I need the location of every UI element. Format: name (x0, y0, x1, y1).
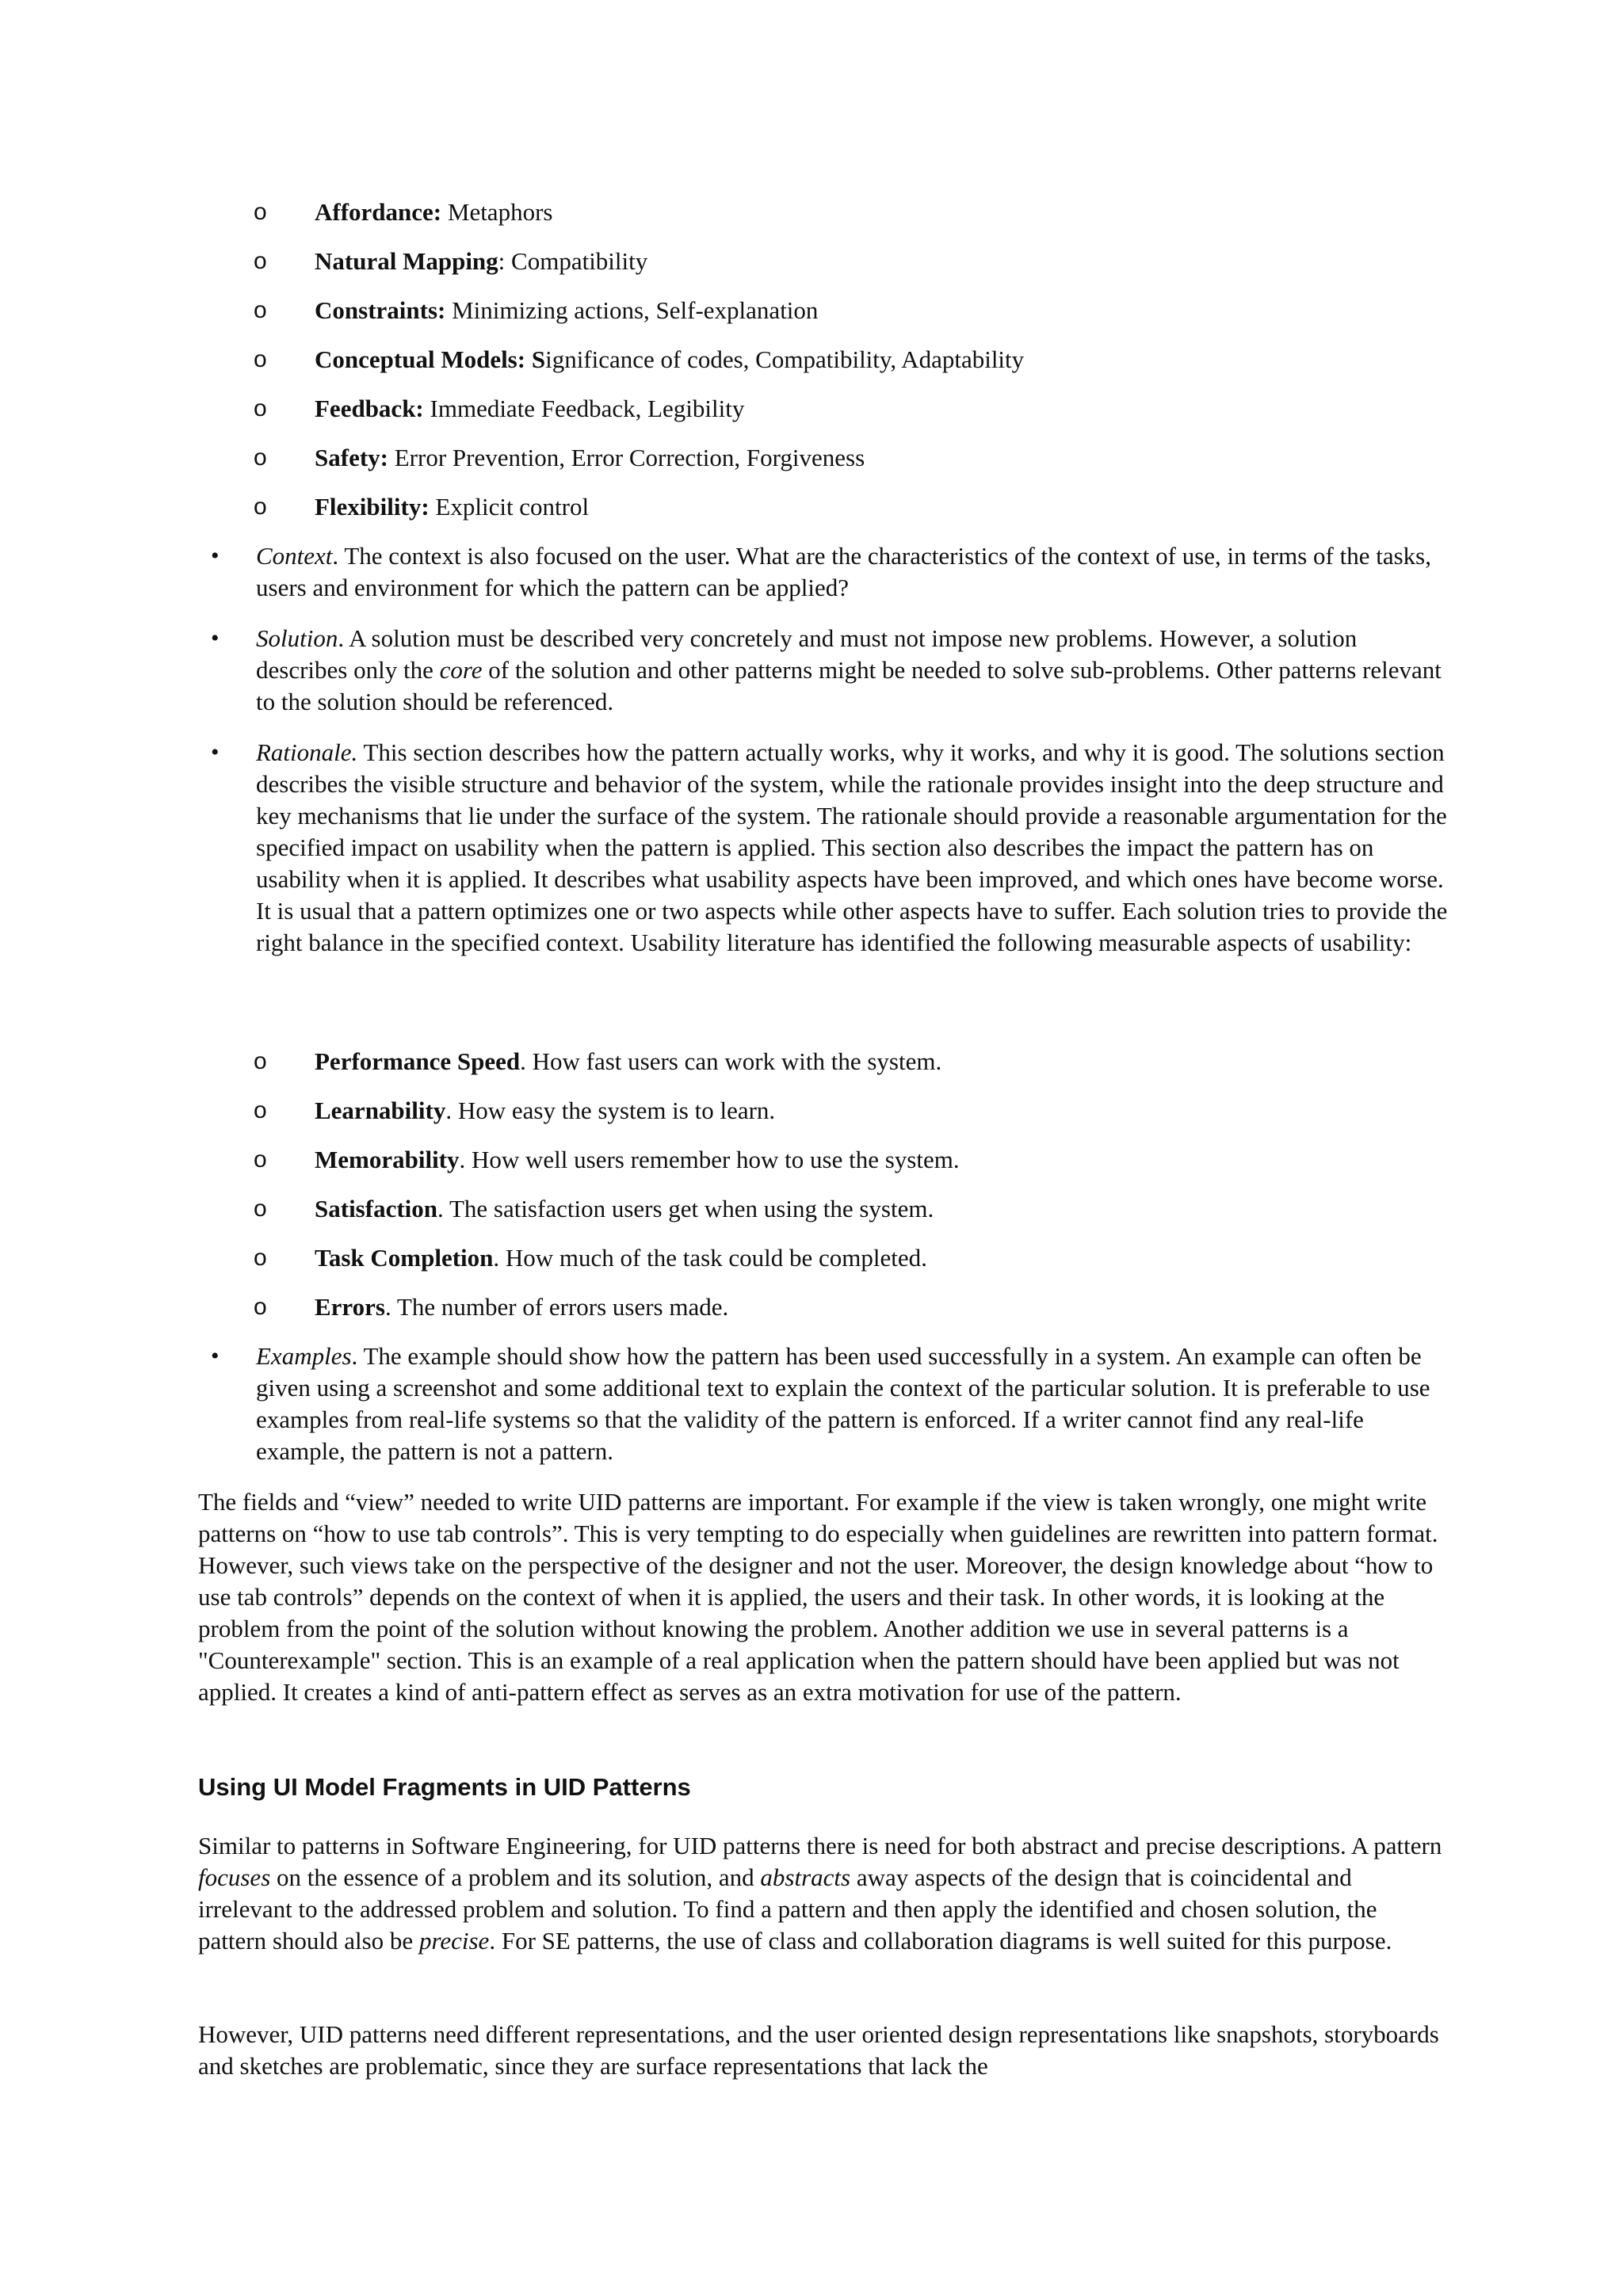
list-item-task-completion (198, 1242, 1450, 1274)
sub-bullet-marker: o (254, 395, 267, 421)
sub-bullet-marker: o (254, 1097, 267, 1123)
definition: ignificance of codes, Compatibility, Adaptability (545, 345, 1025, 373)
definition: Error Prevention, Error Correction, Forgiveness (388, 444, 865, 471)
list-item-conceptual-models (198, 344, 1450, 376)
bullet-solution (198, 623, 1450, 718)
paragraph-text: Similar to patterns in Software Engineering, for UID patterns there is need for both abstract and precise descriptions. A pattern (198, 1832, 1442, 1859)
definition: . The satisfaction users get when using the system. (437, 1195, 934, 1222)
term: Rationale. (256, 738, 358, 766)
term: Natural Mapping (315, 247, 498, 275)
term: Affordance: (315, 198, 442, 226)
list-item-performance-speed (198, 1046, 1450, 1077)
bullet-context (198, 540, 1450, 604)
bullet-rationale (198, 737, 1450, 959)
term: Context (256, 542, 333, 570)
term: Errors (315, 1293, 385, 1321)
bullet-text: . A solution must be described very concretely and must not impose new problems. However, a solution describes only the (256, 624, 1358, 684)
list-item-affordance (198, 196, 1450, 228)
sub-bullet-marker: o (254, 494, 267, 520)
list-item-constraints (198, 295, 1450, 326)
term: Task Completion (315, 1244, 494, 1272)
list-item-natural-mapping (198, 246, 1450, 277)
bullet-marker: • (211, 739, 220, 765)
term: Feedback: (315, 395, 424, 422)
term: Constraints: (315, 296, 446, 324)
bullet-text: . The context is also focused on the user. What are the characteristics of the context of use, in terms of the tasks, users and environment for which the pattern can be applied? (256, 542, 1431, 601)
bullet-marker: • (211, 1343, 220, 1369)
definition: Immediate Feedback, Legibility (423, 395, 745, 422)
sub-bullet-marker: o (254, 1196, 267, 1222)
section-heading: Using UI Model Fragments in UID Patterns (198, 1773, 691, 1801)
list-item-satisfaction (198, 1193, 1450, 1225)
bullet-text: of the solution and other patterns might be needed to solve sub-problems. Other patterns relevant to the solution should be referenced. (256, 656, 1442, 715)
bullet-marker: • (211, 625, 220, 651)
list-item-feedback (198, 393, 1450, 425)
term: Conceptual Models: S (315, 345, 546, 373)
term: Solution (256, 624, 338, 652)
list-item-learnability (198, 1095, 1450, 1127)
term: Learnability (315, 1097, 446, 1124)
term: Performance Speed (315, 1047, 521, 1075)
bullet-text: . The example should show how the pattern has been used successfully in a system. An example can often be given using a screenshot and some additional text to explain the context of the particular solution. It is preferable to use examples from real-life systems so that the validity of the pattern is enforced. If a writer cannot find any real-life example, the pattern is not a pattern. (256, 1342, 1430, 1465)
list-item-flexibility (198, 491, 1450, 523)
paragraph-text: away aspects of the design that is coincidental and irrelevant to the addressed problem and solution. To find a pattern and then apply the identified and chosen solution, the pattern should also be (198, 1863, 1377, 1955)
bullet-marker: • (211, 543, 220, 569)
sub-bullet-marker: o (254, 297, 267, 323)
sub-bullet-marker: o (254, 1146, 267, 1173)
sub-bullet-marker: o (254, 1245, 267, 1271)
definition: : Compatibility (498, 247, 648, 275)
sub-bullet-marker: o (254, 1048, 267, 1074)
definition: . How easy the system is to learn. (445, 1097, 776, 1124)
emphasis: core (439, 656, 483, 684)
sub-bullet-marker: o (254, 199, 267, 225)
term: Examples (256, 1342, 352, 1370)
term: Safety: (315, 444, 388, 471)
paragraph-uid-representations: However, UID patterns need different representations, and the user oriented design representations like snapshots, storyboards and sketches are problematic, since they are surface representations that lack the (198, 2020, 1439, 2080)
sub-bullet-marker: o (254, 1294, 267, 1320)
emphasis: precise (418, 1927, 490, 1955)
paragraph-text: . For SE patterns, the use of class and collaboration diagrams is well suited for this purpose. (489, 1927, 1392, 1955)
definition: Metaphors (441, 198, 553, 226)
definition: . How fast users can work with the system. (520, 1047, 942, 1075)
bullet-text: This section describes how the pattern actually works, why it works, and why it is good. The solutions section describes the visible structure and behavior of the system, while the rationale provides insight into the deep structure and key mechanisms that lie under the surface of the system. The rationale should provide a reasonable argumentation for the specified impact on usability when the pattern is applied. This section also describes the impact the pattern has on usability when it is applied. It describes what usability aspects have been improved, and which ones have become worse. It is usual that a pattern optimizes one or two aspects while other aspects have to suffer. Each solution tries to provide the right balance in the specified context. Usability literature has identified the following measurable aspects of usability: (256, 738, 1448, 956)
paragraph-abstract-precise (198, 1830, 1442, 1957)
sub-bullet-marker: o (254, 346, 267, 372)
bullet-examples (198, 1341, 1450, 1467)
definition: . How well users remember how to use the system. (459, 1146, 960, 1173)
definition: . How much of the task could be completed. (493, 1244, 927, 1272)
paragraph-fields-and-view: The fields and “view” needed to write UID patterns are important. For example if the view is taken wrongly, one might write patterns on “how to use tab controls”. This is very tempting to do especially when guidelines are rewritten into pattern format. However, such views take on the perspective of the designer and not the user. Moreover, the design knowledge about “how to use tab controls” depends on the context of when it is applied, the users and their task. In other words, it is looking at the problem from the point of the solution without knowing the problem. Another addition we use in several patterns is a "Counterexample" section. This is an example of a real application when the pattern should have been applied but was not applied. It creates a kind of anti-pattern effect as serves as an extra motivation for use of the pattern. (198, 1488, 1438, 1706)
sub-bullet-marker: o (254, 444, 267, 471)
definition: . The number of errors users made. (384, 1293, 729, 1321)
sub-bullet-marker: o (254, 248, 267, 274)
emphasis: focuses (198, 1863, 271, 1891)
emphasis: abstracts (760, 1863, 851, 1891)
definition: Explicit control (429, 493, 590, 521)
term: Flexibility: (315, 493, 430, 521)
list-item-memorability (198, 1144, 1450, 1176)
term: Satisfaction (315, 1195, 437, 1222)
paragraph-text: on the essence of a problem and its solution, and (270, 1863, 761, 1891)
list-item-errors (198, 1291, 1450, 1323)
definition: Minimizing actions, Self-explanation (445, 296, 819, 324)
list-item-safety (198, 442, 1450, 474)
term: Memorability (315, 1146, 460, 1173)
